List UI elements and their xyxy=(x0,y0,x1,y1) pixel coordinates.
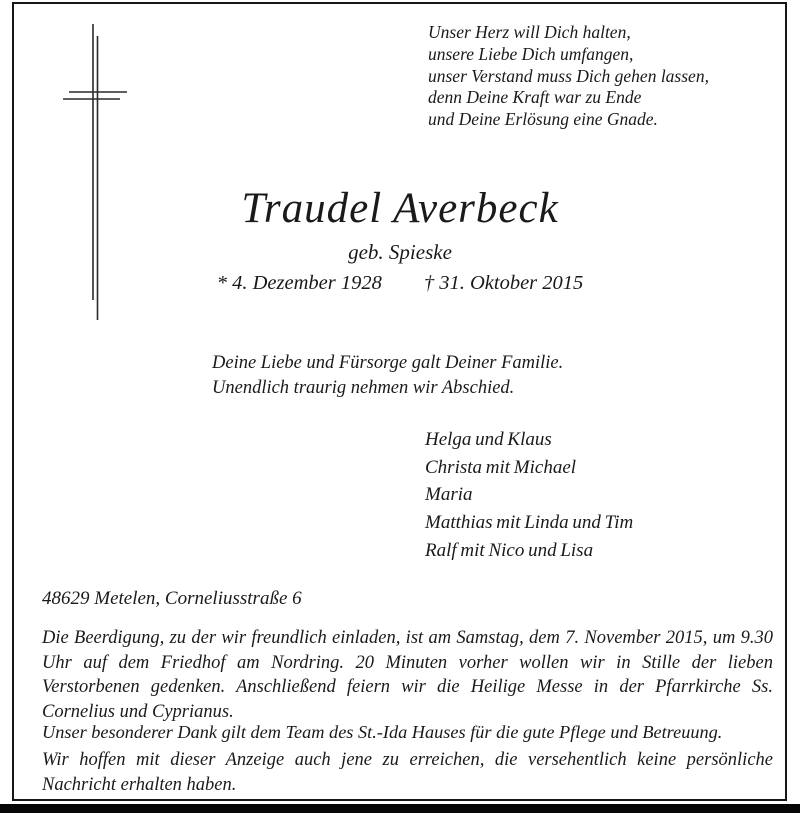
mourner-line: Christa mit Michael xyxy=(425,456,577,478)
life-dates xyxy=(0,272,800,295)
deceased-name: Traudel Averbeck xyxy=(241,185,559,232)
poem-line: unser Verstand muss Dich gehen lassen, xyxy=(428,65,709,86)
farewell-line: Unendlich traurig nehmen wir Abschied. xyxy=(212,377,515,398)
poem-block xyxy=(428,22,709,131)
funeral-details: Die Beerdigung, zu der wir freundlich einladen, ist am Samstag, dem 7. November 2015, um 9.30 Uhr auf dem Friedhof am Nordring. 20 Minuten vorher wollen wir in Stille der lieben Verstorbenen gedenken. Anschließend feiern wir die Heilige Messe in der Pfarrkirche Ss. Cornelius und Cyprianus. xyxy=(42,628,773,722)
mourner-line: Matthias mit Linda und Tim xyxy=(425,512,634,534)
mourner-line: Helga und Klaus xyxy=(425,429,552,450)
thanks-line: Unser besonderer Dank gilt dem Team des St.-Ida Hauses für die gute Pflege und Betreuung. xyxy=(42,722,723,742)
closing-note: Wir hoffen mit dieser Anzeige auch jene zu erreichen, die versehentlich keine persönliche Nachricht erhalten haben. xyxy=(42,750,773,795)
mourner-line: Maria xyxy=(425,484,473,506)
poem-line: und Deine Erlösung eine Gnade. xyxy=(428,109,658,130)
maiden-name: geb. Spieske xyxy=(348,240,452,264)
address-line: 48629 Metelen, Corneliusstraße 6 xyxy=(42,588,302,609)
farewell-line: Deine Liebe und Fürsorge galt Deiner Familie. xyxy=(212,353,564,373)
death-date: † 31. Oktober 2015 xyxy=(423,272,584,294)
poem-line: denn Deine Kraft war zu Ende xyxy=(428,87,642,108)
bottom-divider-bar xyxy=(0,804,800,813)
farewell-block xyxy=(212,351,563,400)
poem-line: unsere Liebe Dich umfangen, xyxy=(428,43,634,64)
poem-line: Unser Herz will Dich halten, xyxy=(428,22,631,42)
mourner-line: Ralf mit Nico und Lisa xyxy=(425,539,594,561)
mourners-list xyxy=(425,426,633,565)
birth-date: * 4. Dezember 1928 xyxy=(216,272,382,294)
